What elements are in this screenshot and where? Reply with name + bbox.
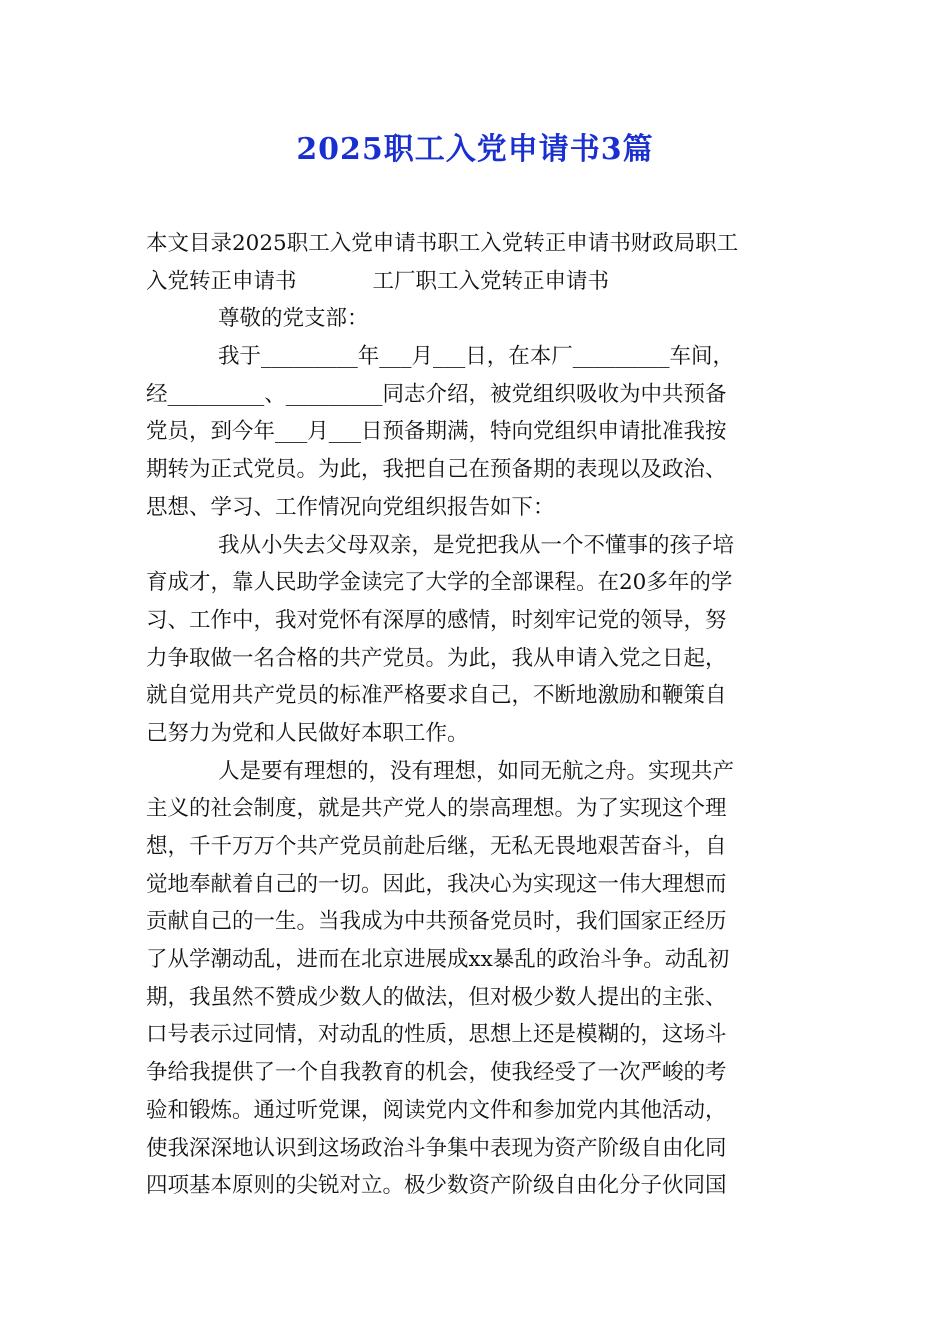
paragraph-line: 主义的社会制度，就是共产党人的崇高理想。为了实现这个理	[146, 796, 727, 822]
paragraph-line: 人是要有理想的，没有理想，如同无航之舟。实现共产	[218, 758, 735, 784]
paragraph-line: 争给我提供了一个自我教育的机会，使我经受了一次严峻的考	[146, 1060, 727, 1086]
paragraph-line: 我于_________年___月___日，在本厂_________车间，	[218, 344, 735, 370]
paragraph-line: 期，我虽然不赞成少数人的做法，但对极少数人提出的主张、	[146, 984, 727, 1010]
paragraph-line: 想，千千万万个共产党员前赴后继，无私无畏地艰苦奋斗，自	[146, 834, 727, 859]
salutation: 尊敬的党支部：	[218, 306, 369, 332]
paragraph-line: 口号表示过同情，对动乱的性质，思想上还是模糊的，这场斗	[146, 1022, 727, 1048]
toc-entry: 工厂职工入党转正申请书	[372, 268, 610, 294]
paragraph-line: 验和锻炼。通过听党课，阅读党内文件和参加党内其他活动，	[146, 1097, 727, 1123]
toc-entry: 入党转正申请书	[146, 268, 297, 294]
paragraph-line: 习、工作中，我对党怀有深厚的感情，时刻牢记党的领导，努	[146, 607, 727, 633]
paragraph-line: 党员，到今年___月___日预备期满，特向党组织申请批准我按	[146, 419, 727, 445]
toc-line: 本文目录2025职工入党申请书职工入党转正申请书财政局职工	[146, 231, 739, 256]
paragraph-line: 力争取做一名合格的共产党员。为此，我从申请入党之日起，	[146, 645, 727, 671]
paragraph-line: 了从学潮动乱，进而在北京进展成xx暴乱的政治斗争。动乱初	[146, 947, 730, 973]
paragraph-line: 贡献自己的一生。当我成为中共预备党员时，我们国家正经历	[146, 909, 727, 935]
paragraph-line: 我从小失去父母双亲，是党把我从一个不懂事的孩子培	[218, 532, 735, 558]
paragraph-line: 己努力为党和人民做好本职工作。	[146, 720, 469, 746]
paragraph-line: 四项基本原则的尖锐对立。极少数资产阶级自由化分子伙同国	[146, 1173, 727, 1199]
paragraph-line: 就自觉用共产党员的标准严格要求自己，不断地激励和鞭策自	[146, 683, 727, 709]
paragraph-line: 育成才，靠人民助学金读完了大学的全部课程。在20多年的学	[146, 570, 733, 596]
paragraph-line: 思想、学习、工作情况向党组织报告如下：	[146, 494, 555, 520]
paragraph-line: 经_________、_________同志介绍，被党组织吸收为中共预备	[146, 381, 727, 407]
document-title: 2025职工入党申请书3篇	[296, 132, 654, 167]
paragraph-line: 期转为正式党员。为此，我把自己在预备期的表现以及政治、	[146, 457, 727, 483]
document-body	[146, 225, 806, 1205]
toc-line	[146, 263, 806, 301]
paragraph-line: 使我深深地认识到这场政治斗争集中表现为资产阶级自由化同	[146, 1135, 727, 1161]
paragraph-line: 觉地奉献着自己的一切。因此，我决心为实现这一伟大理想而	[146, 871, 727, 897]
